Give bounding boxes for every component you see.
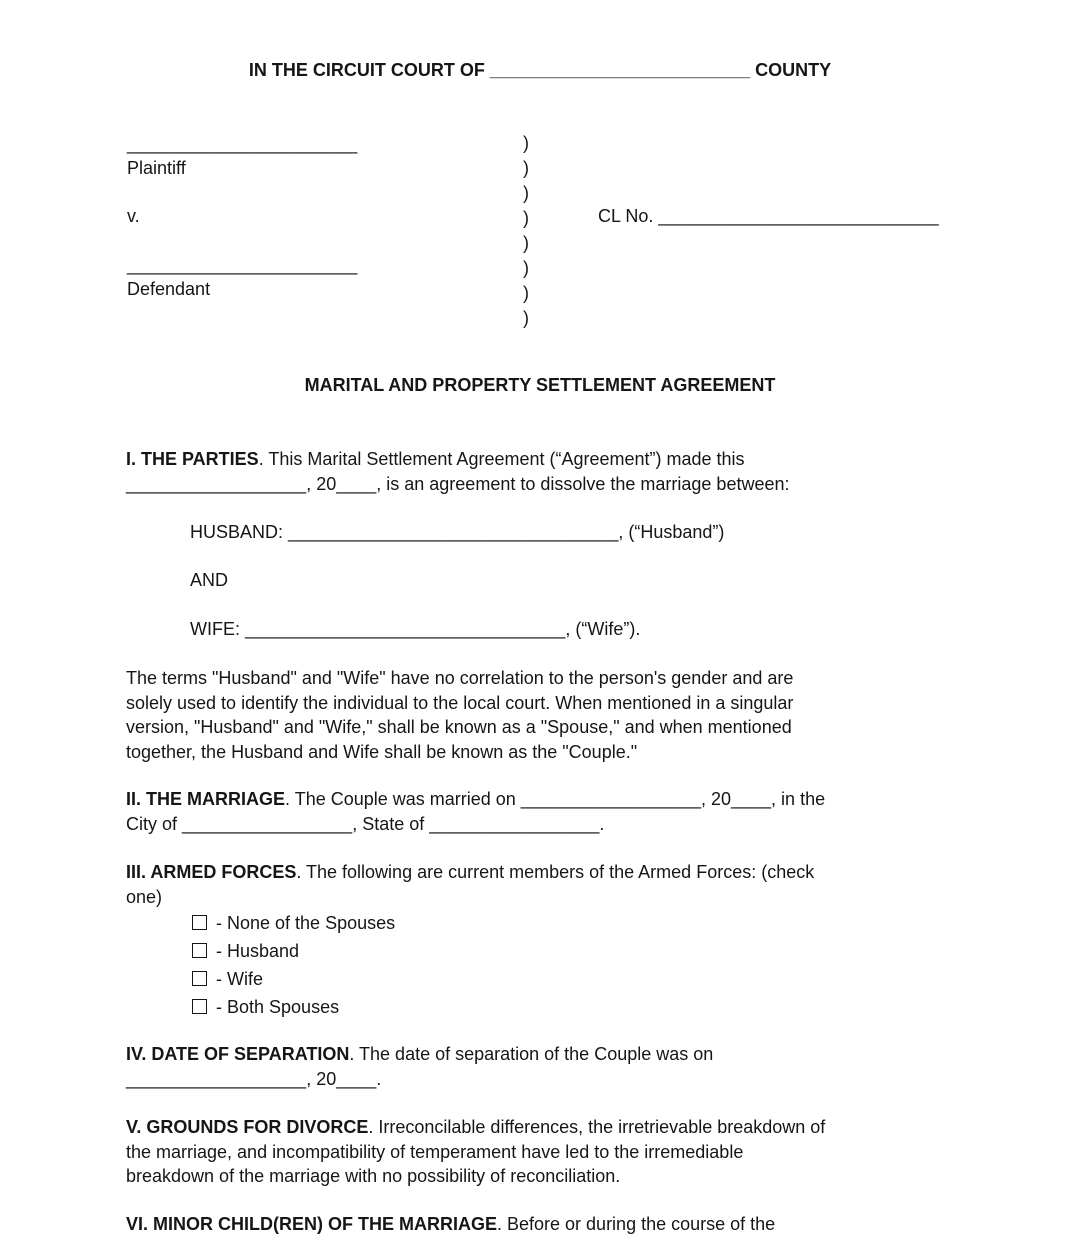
bracket-glyph: ) (523, 183, 529, 203)
section-armed-forces-line1: III. ARMED FORCES. The following are current members of the Armed Forces: (check (126, 862, 815, 882)
terms-paragraph (126, 666, 793, 764)
armed-forces-options (192, 909, 395, 1021)
bracket-glyph: ) (523, 258, 529, 278)
bracket-glyph: ) (523, 158, 529, 178)
section-separation (126, 1042, 713, 1091)
section-grounds (126, 1115, 825, 1189)
section-separation-line1: IV. DATE OF SEPARATION. The date of separation of the Couple was on (126, 1044, 714, 1064)
section-separation-heading: IV. DATE OF SEPARATION (126, 1044, 350, 1064)
versus-label: v. (127, 206, 140, 226)
case-number-row (598, 204, 939, 229)
husband-row: HUSBAND: _________________________________, (“Husband”) (190, 522, 725, 542)
section-marriage-heading: II. THE MARRIAGE (126, 789, 286, 809)
section-separation-line2: __________________, 20____. (126, 1068, 382, 1089)
and-conjunction: AND (190, 570, 229, 590)
court-header (0, 58, 1080, 83)
section-marriage-line1: II. THE MARRIAGE. The Couple was married on __________________, 20____, in the (126, 789, 826, 809)
section-armed-forces-heading: III. ARMED FORCES (126, 862, 297, 882)
section-parties-line2: __________________, 20____, is an agreement to dissolve the marriage between: (126, 473, 790, 494)
section-armed-forces (126, 860, 814, 909)
court-header-prefix: IN THE CIRCUIT COURT OF (248, 60, 485, 80)
section-minor-children-heading: VI. MINOR CHILD(REN) OF THE MARRIAGE (126, 1214, 497, 1234)
defendant-blank-field[interactable]: _______________________ (127, 255, 358, 275)
document-title: MARITAL AND PROPERTY SETTLEMENT AGREEMENT (304, 375, 776, 395)
section-grounds-line1: V. GROUNDS FOR DIVORCE. Irreconcilable differences, the irretrievable breakdown of (126, 1117, 826, 1137)
caption-bracket-column (523, 131, 529, 331)
section-minor-children-line1: VI. MINOR CHILD(REN) OF THE MARRIAGE. Before or during the course of the (126, 1214, 776, 1234)
case-number-blank-field[interactable]: ____________________________ (658, 206, 939, 226)
husband-label: HUSBAND: (190, 522, 284, 542)
section-grounds-heading: V. GROUNDS FOR DIVORCE (126, 1117, 369, 1137)
checkbox-icon[interactable] (192, 999, 207, 1014)
bracket-glyph: ) (523, 233, 529, 253)
section-grounds-line3: breakdown of the marriage with no possibility of reconciliation. (126, 1166, 621, 1186)
wife-row: WIFE: ________________________________, (“Wife”). (190, 619, 641, 639)
checkbox-icon[interactable] (192, 971, 207, 986)
case-number-label: CL No. (598, 206, 654, 226)
section-parties-heading: I. THE PARTIES (126, 449, 259, 469)
section-marriage (126, 787, 825, 836)
bracket-glyph: ) (523, 308, 529, 328)
bracket-glyph: ) (523, 283, 529, 303)
terms-line1: The terms "Husband" and "Wife" have no correlation to the person's gender and are (126, 668, 794, 688)
wife-label: WIFE: (190, 619, 240, 639)
checkbox-option-both[interactable]: - Both Spouses (192, 993, 395, 1021)
section-minor-children (126, 1212, 775, 1237)
plaintiff-blank-field[interactable]: _______________________ (127, 134, 358, 154)
terms-line4: together, the Husband and Wife shall be known as the "Couple." (126, 741, 638, 762)
checkbox-option-wife[interactable]: - Wife (192, 965, 395, 993)
terms-line2: solely used to identify the individual to the local court. When mentioned in a singular (126, 692, 794, 713)
section-marriage-line2: City of _________________, State of _________________. (126, 813, 605, 834)
section-armed-forces-line2: one) (126, 886, 163, 907)
court-header-suffix: COUNTY (755, 60, 832, 80)
checkbox-icon[interactable] (192, 943, 207, 958)
husband-name-blank-field[interactable]: _________________________________ (288, 522, 619, 542)
checkbox-icon[interactable] (192, 915, 207, 930)
bracket-glyph: ) (523, 133, 529, 153)
checkbox-option-none[interactable]: - None of the Spouses (192, 909, 395, 937)
wife-name-blank-field[interactable]: ________________________________ (245, 619, 566, 639)
terms-line3: version, "Husband" and "Wife," shall be known as a "Spouse," and when mentioned (126, 717, 792, 737)
plaintiff-label: Plaintiff (127, 158, 186, 178)
bracket-glyph: ) (523, 208, 529, 228)
checkbox-option-husband[interactable]: - Husband (192, 937, 395, 965)
county-blank-field[interactable]: __________________________ (489, 60, 751, 80)
section-grounds-line2: the marriage, and incompatibility of temperament have led to the irremediable (126, 1141, 744, 1162)
defendant-label: Defendant (127, 279, 211, 299)
section-parties-line1: I. THE PARTIES. This Marital Settlement Agreement (“Agreement”) made this (126, 449, 745, 469)
section-parties (126, 447, 790, 496)
